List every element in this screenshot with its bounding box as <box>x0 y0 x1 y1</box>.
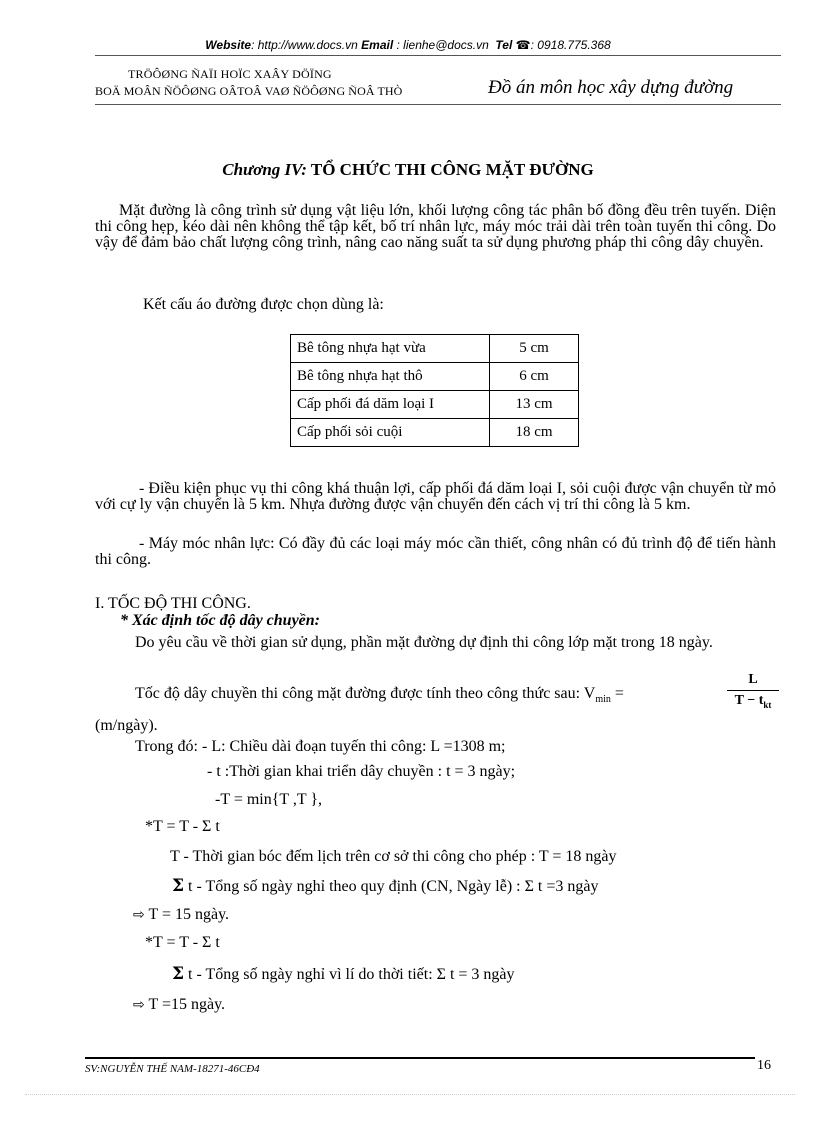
speed-fraction <box>727 672 779 710</box>
arrow-right-icon: ⇨ <box>133 997 145 1013</box>
speed-formula-line <box>135 685 624 705</box>
condition-paragraph: - Máy móc nhân lực: Có đầy đủ các loại máy móc cần thiết, công nhân có đủ trình độ để tiến hành thi công. <box>95 535 776 568</box>
layer-thickness: 6 cm <box>490 363 579 391</box>
t2-definition: *T = T - Σ t <box>145 934 220 951</box>
website-label: Website <box>205 38 252 52</box>
page-bottom-divider <box>25 1094 795 1095</box>
t1-result-line <box>133 906 229 924</box>
arrow-right-icon: ⇨ <box>133 907 145 923</box>
t1-result: T = 15 ngày. <box>148 906 230 923</box>
tel-label: Tel <box>495 38 513 52</box>
email-label: Email <box>361 38 394 52</box>
website-header <box>0 38 816 52</box>
sum-t2-description <box>172 964 515 984</box>
structure-intro: Kết cấu áo đường được chọn dùng là: <box>143 296 384 313</box>
chapter-heading <box>0 160 816 180</box>
page-number: 16 <box>757 1058 771 1073</box>
layer-name: Cấp phối sỏi cuội <box>291 419 490 447</box>
speed-unit: (m/ngày). <box>95 717 158 734</box>
table-row <box>291 391 579 419</box>
where-length: Trong đó: - L: Chiều dài đoạn tuyến thi công: L =1308 m; <box>135 738 506 755</box>
chapter-label: Chương IV: <box>222 160 307 179</box>
section-heading: I. TỐC ĐỘ THI CÔNG. <box>95 595 251 612</box>
table-row <box>291 335 579 363</box>
denominator-text: T − t <box>734 693 764 708</box>
formula-text: Tốc độ dây chuyền thi công mặt đường được tính theo công thức sau: V <box>135 685 596 702</box>
sum-t1-text: t - Tổng số ngày nghỉ theo quy định (CN, Ngày lễ) : Σ t =3 ngày <box>188 878 599 895</box>
sum-t2-text: t - Tổng số ngày nghỉ vì lí do thời tiết: Σ t = 3 ngày <box>188 966 515 983</box>
layer-thickness: 18 cm <box>490 419 579 447</box>
header-rule-top <box>95 55 781 56</box>
t2-result-line <box>133 996 225 1014</box>
sum-icon: Σ <box>172 876 185 896</box>
header-rule-bottom <box>95 104 781 105</box>
department-name: BOÄ MOÂN ÑÖÔØNG OÂTOÂ VAØ ÑÖÔØNG ÑOÂ THÒ <box>95 84 403 98</box>
where-T: -T = min{T ,T }, <box>215 791 323 808</box>
layer-name: Bê tông nhựa hạt thô <box>291 363 490 391</box>
website-value: : http://www.docs.vn <box>251 38 358 52</box>
school-name: TRÖÔØNG ÑAÏI HOÏC XAÂY DÖÏNG <box>128 67 332 81</box>
course-title: Đồ án môn học xây dựng đường <box>488 77 734 98</box>
t1-definition: *T = T - Σ t <box>145 818 220 835</box>
phone-icon: ☎ <box>515 38 531 52</box>
table-row <box>291 419 579 447</box>
t2-result: T =15 ngày. <box>148 996 226 1013</box>
tl-description: T - Thời gian bóc đếm lịch trên cơ sở thi công cho phép : T = 18 ngày <box>170 848 617 865</box>
condition-paragraph: - Điều kiện phục vụ thi công khá thuận lợi, cấp phối đá dăm loại I, sỏi cuội được vận chuyển từ mỏ với cự ly vận chuyển là 5 km. Nhựa đường được vận chuyển đến cách vị trí thi công là 5 km. <box>95 480 776 513</box>
duration-paragraph: Do yêu cầu về thời gian sử dụng, phần mặt đường dự định thi công lớp mặt trong 18 ngày. <box>135 634 713 651</box>
layer-name: Cấp phối đá dăm loại I <box>291 391 490 419</box>
layer-thickness: 13 cm <box>490 391 579 419</box>
where-deployment-time: - t :Thời gian khai triển dây chuyền : t = 3 ngày; <box>207 763 516 780</box>
section-subheading: * Xác định tốc độ dây chuyền: <box>120 612 320 629</box>
student-name: SV:NGUYỄN THẾ NAM-18271-46CĐ4 <box>85 1063 260 1075</box>
chapter-title: TỔ CHỨC THI CÔNG MẶT ĐƯỜNG <box>310 160 594 179</box>
equals-sign: = <box>614 685 624 702</box>
fraction-numerator: L <box>727 672 779 691</box>
denominator-subscript: kt <box>763 699 772 710</box>
table-row <box>291 363 579 391</box>
fraction-denominator <box>727 691 779 710</box>
intro-paragraph: Mặt đường là công trình sử dụng vật liệu lớn, khối lượng công tác phân bố đồng đều trên tuyến. Diện thi công hẹp, kéo dài nên không thể tập kết, bố trí nhân lực, máy móc trải dài trên toàn tuyến thi công. Do vậy để đảm bảo chất lượng công trình, nâng cao năng suất ta sử dụng phương pháp thi công dây chuyền. <box>95 202 776 251</box>
sum-icon: Σ <box>172 964 185 984</box>
vmin-subscript: min <box>595 694 611 706</box>
pavement-structure-table <box>290 334 579 447</box>
email-value: : lienhe@docs.vn <box>396 38 489 52</box>
footer-rule <box>85 1057 755 1059</box>
sum-t1-description <box>172 876 598 896</box>
layer-thickness: 5 cm <box>490 335 579 363</box>
tel-value: : 0918.775.368 <box>530 38 611 52</box>
layer-name: Bê tông nhựa hạt vừa <box>291 335 490 363</box>
